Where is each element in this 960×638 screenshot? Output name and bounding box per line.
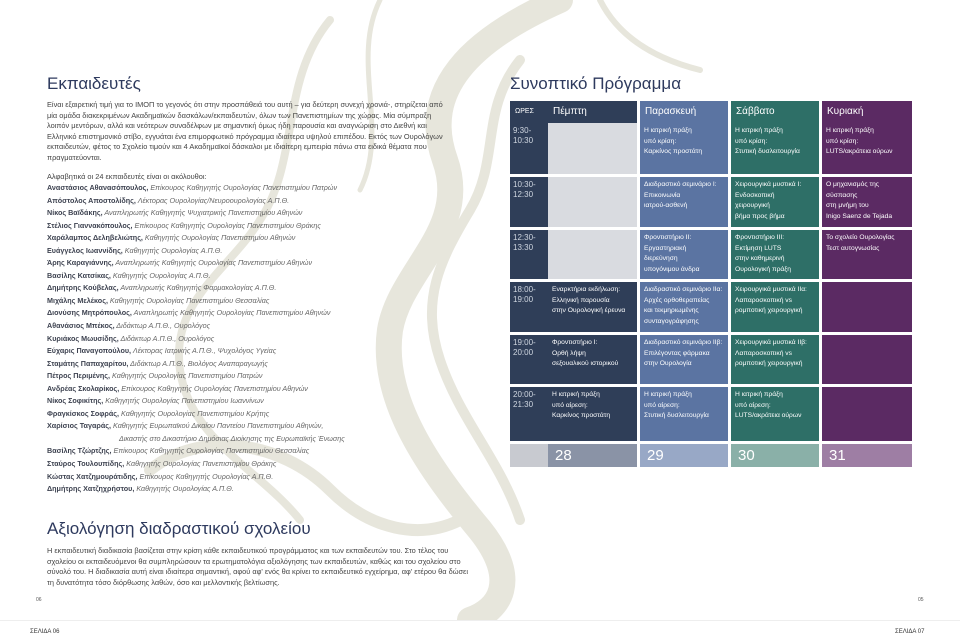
instructor-name: Κυριάκος Μωυσίδης, — [47, 333, 119, 343]
instructor-item — [47, 195, 467, 208]
instructor-role: Καθηγητής Ουρολογίας Α.Π.Θ. — [110, 270, 211, 280]
instructors-alpha-intro: Αλφαβητικά οι 24 εκπαιδευτές είναι οι ακόλουθοι: — [47, 172, 207, 181]
schedule-cell: Διαδραστικό σεμινάριο Ι: Επικοινωνία ιατρού-ασθενή — [640, 177, 728, 227]
instructor-role: Διδάκτωρ Α.Π.Θ., Βιολόγος Αναπαραγωγής — [128, 358, 268, 368]
hours-header: ΩΡΕΣ — [510, 101, 548, 123]
schedule-cell: Εναρκτήρια εκδήλωση: Ελληνική παρουσία στην Ουρολογική έρευνα — [548, 282, 637, 332]
instructor-role: Αναπληρωτής Καθηγητής Ψυχιατρικής Πανεπιστημίου Αθηνών — [102, 208, 303, 218]
schedule-cell — [548, 123, 637, 174]
instructor-item — [47, 282, 467, 295]
dates-spacer — [510, 444, 548, 467]
time-slot: 19:00- 20:00 — [510, 335, 548, 384]
instructor-name: Σταμάτης Παπαχαρίτου, — [47, 358, 129, 368]
instructor-name: Χαράλαμπος Δεληβελιώτης, — [47, 233, 143, 243]
schedule-cell — [822, 282, 912, 332]
instructor-item — [47, 207, 467, 220]
instructor-name: Στέλιος Γιαννακόπουλος, — [47, 220, 133, 230]
schedule-cell: Διαδραστικό σεμινάριο ΙΙβ: Επιλέγοντας φάρμακα στην Ουρολογία — [640, 335, 728, 384]
instructor-role: Λέκτορας Ιατρικής Α.Π.Θ., Ψυχολόγος Υγείας — [131, 346, 277, 356]
schedule-cell: Χειρουργικά μυστικά Ι: Ενδοσκοπική χειρουργική βήμα προς βήμα — [731, 177, 819, 227]
instructor-item — [47, 433, 467, 446]
instructor-item — [47, 232, 467, 245]
instructor-role: Καθηγητής Ουρολογίας Πανεπιστημίου Θράκης — [124, 459, 277, 469]
instructor-item — [47, 370, 467, 383]
instructor-role: Αναπληρωτής Καθηγητής Ουρολογίας Πανεπιστημίου Αθηνών — [113, 258, 313, 268]
schedule-cell: Χειρουργικά μυστικά ΙΙβ: Λαπαροσκοπική vs ρομποτική χειρουργική — [731, 335, 819, 384]
instructor-name: Εύχαρις Παναγοπούλου, — [47, 346, 132, 356]
instructor-item — [47, 358, 467, 371]
date-cell: 29 — [640, 444, 728, 467]
instructor-role: Καθηγητής Ευρωπαϊκού Δικαίου Παντείου Πανεπιστημίου Αθηνών, — [111, 421, 324, 431]
evaluation-heading: Αξιολόγηση διαδραστικού σχολείου — [47, 519, 311, 538]
instructor-item — [47, 182, 467, 195]
schedule-cell: Φροντιστήριο Ι: Ορθή λήψη σεξουαλικού ιστορικού — [548, 335, 637, 384]
page-number-left: 06 — [36, 597, 42, 603]
instructor-name: Διονύσης Μητρόπουλος, — [47, 308, 132, 318]
instructor-item — [47, 220, 467, 233]
instructor-role: Επίκουρος Καθηγητής Ουρολογίας Πανεπιστημίου Θράκης — [132, 220, 321, 230]
instructor-name: Χαρίσιος Ταγαράς, — [47, 421, 111, 431]
instructor-name: Σταύρος Τουλουπίδης, — [47, 459, 125, 469]
time-slot: 10:30- 12:30 — [510, 177, 548, 227]
footer-right: ΣΕΛΙΔΑ 07 — [895, 629, 925, 635]
instructor-item — [47, 257, 467, 270]
instructor-item — [47, 295, 467, 308]
instructor-name: Πέτρος Περιμένης, — [47, 371, 111, 381]
instructors-intro: Είναι εξαιρετική τιμή για το ΙΜΟΠ το γεγονός ότι στην προσπάθειά του αυτή – για δεύτερη συνεχή χρονιά-, στηρίζεται από μία ομάδα διακεκριμένων Ακαδημαϊκών δασκάλων/εκπαιδευτών, όλων των Πανεπιστημίων της χώρας. Μία σύμπραξη λοιπόν μεντόρων, αλλά και νεότερων συναδέλφων με σημαντική όμως ήδη παρουσία και αναγνώριση στο Διεθνή και Ελληνικό επιστημονικό στίβο, εγγυάται ένα επιμορφωτικό πρόγραμμα ιδιαίτερα υψηλού επιπέδου. Εκτός των Ουρολόγων εκπαιδευτών, φέτος το Σχολείο τιμούν και 4 Ακαδημαϊκοί δάσκαλοι με ιδιαίτερη εμπειρία πάνω στα ειδικά θέματα που πραγματεύονται. — [47, 100, 443, 162]
schedule-cell: Η ιατρική πράξη υπό αίρεση: Στυτική δυσλειτουργία — [640, 387, 728, 441]
schedule-heading: Συνοπτικό Πρόγραμμα — [510, 74, 682, 93]
instructor-item — [47, 408, 467, 421]
instructor-role: Δικαστής στο Δικαστήριο Δημόσιας Διοίκησης της Ευρωπαϊκής Ένωσης — [119, 433, 345, 443]
instructor-name: Ευάγγελος Ιωαννίδης, — [47, 245, 123, 255]
instructor-role: Καθηγητής Ουρολογίας Πανεπιστημίου Αθηνών — [142, 233, 296, 243]
schedule-cell: Χειρουργικά μυστικά ΙΙα: Λαπαροσκοπική vs ρομποτική χειρουργική — [731, 282, 819, 332]
instructor-item — [47, 483, 467, 496]
instructor-item — [47, 383, 467, 396]
date-cell: 28 — [548, 444, 637, 467]
instructor-role: Επίκουρος Καθηγητής Ουρολογίας Πανεπιστημίου Αθηνών — [119, 383, 308, 393]
instructor-role: Καθηγητής Ουρολογίας Πανεπιστημίου Ιωαννίνων — [103, 396, 264, 406]
instructor-role: Αναπληρωτής Καθηγητής Ουρολογίας Πανεπιστημίου Αθηνών — [131, 308, 331, 318]
instructor-role: Καθηγητής Ουρολογίας Πανεπιστημίου Πατρών — [110, 371, 263, 381]
instructors-list — [47, 182, 467, 496]
instructor-name: Άρης Καραγιάννης, — [47, 258, 114, 268]
instructor-item — [47, 395, 467, 408]
instructor-role: Λέκτορας Ουρολογίας/Νευροουρολογίας Α.Π.Θ. — [135, 195, 290, 205]
instructor-role: Επίκουρος Καθηγητής Ουρολογίας Πανεπιστημίου Πατρών — [148, 183, 338, 192]
instructor-role: Επίκουρος Καθηγητής Ουρολογίας Α.Π.Θ. — [137, 471, 274, 481]
instructor-item — [47, 270, 467, 283]
schedule-cell: Ο μηχανισμός της σύσπασης στη μνήμη του Inigo Saenz de Tejada — [822, 177, 912, 227]
schedule-cell: Η ιατρική πράξη υπό κρίση: Καρκίνος προστάτη — [640, 123, 728, 174]
time-slot: 20:00- 21:30 — [510, 387, 548, 441]
instructor-item — [47, 320, 467, 333]
instructor-role: Καθηγητής Ουρολογίας Πανεπιστημίου Θεσσαλίας — [107, 295, 270, 305]
instructor-name: Ανδρέας Σκολαρίκος, — [47, 383, 120, 393]
instructor-role: Αναπληρωτής Καθηγητής Φαρμακολογίας Α.Π.Θ. — [118, 283, 277, 293]
instructor-item — [47, 345, 467, 358]
instructor-item — [47, 245, 467, 258]
schedule-cell: Η ιατρική πράξη υπό αίρεση: LUTS/ακράτεια ούρων — [731, 387, 819, 441]
date-cell: 31 — [822, 444, 912, 467]
instructor-role: Διδάκτωρ Α.Π.Θ., Ουρολόγος — [114, 321, 211, 331]
instructor-role: Καθηγητής Ουρολογίας Πανεπιστημίου Κρήτης — [119, 408, 270, 418]
page-number-right: 05 — [918, 597, 924, 603]
schedule-cell: Διαδραστικό σεμινάριο ΙΙα: Αρχές ορθοθεραπείας και τεκμηριωμένης συνταγογράφησης — [640, 282, 728, 332]
date-cell: 30 — [731, 444, 819, 467]
instructor-item — [47, 333, 467, 346]
instructor-role: Διδάκτωρ Α.Π.Θ., Ουρολόγος — [118, 333, 215, 343]
day-header: Κυριακή — [822, 101, 912, 123]
instructor-role: Επίκουρος Καθηγητής Ουρολογίας Πανεπιστημίου Θεσσαλίας — [111, 446, 310, 456]
day-header: Πέμπτη — [548, 101, 637, 123]
time-slot: 18:00- 19:00 — [510, 282, 548, 332]
instructor-item — [47, 445, 467, 458]
instructor-item — [47, 307, 467, 320]
schedule-cell: Η ιατρική πράξη υπό αίρεση: Καρκίνος προστάτη — [548, 387, 637, 441]
footer-strip — [0, 620, 960, 638]
schedule-cell — [822, 335, 912, 384]
schedule-cell — [822, 387, 912, 441]
schedule-cell — [548, 177, 637, 227]
instructor-name: Δημήτρης Χατζηχρήστου, — [47, 484, 135, 494]
instructor-item — [47, 420, 467, 433]
schedule-cell: Η ιατρική πράξη υπό κρίση: Στυτική δυσλειτουργία — [731, 123, 819, 174]
day-header: Σάββατο — [731, 101, 819, 123]
schedule-table — [510, 101, 913, 467]
instructor-name: Βασίλης Τζώρτζης, — [47, 446, 112, 456]
schedule-cell — [548, 230, 637, 279]
evaluation-text: Η εκπαιδευτική διαδικασία βασίζεται στην κρίση κάθε εκπαιδευτικού προγράμματος και των εκπαιδευτών του. Στο τέλος του σχολείου οι εκπαιδευόμενοι θα συμπληρώσουν τα ερωτηματολόγια αξιολόγησης των εκπαιδευτών, καθώς και του σχολείου στο σύνολό του. Η διαδικασία αυτή είναι ιδιαίτερα σημαντική, αφού αφ' ενός θα κρίνει το εκπαιδευτικό εγχείρημα, αφ' ετέρου θα δώσει τη δυνατότητα τόσο διόρθωσης λαθών, όσο και μελλοντικής βελτίωσης. — [47, 546, 468, 587]
schedule-cell: Φροντιστήριο ΙΙ: Εργαστηριακή διερεύνηση υπογόνιμου άνδρα — [640, 230, 728, 279]
instructor-role: Καθηγητής Ουρολογίας Α.Π.Θ. — [134, 484, 234, 494]
instructor-item — [47, 458, 467, 471]
schedule-cell: Φροντιστήριο ΙΙΙ: Εκτίμηση LUTS στην καθημερινή Ουρολογική πράξη — [731, 230, 819, 279]
instructor-item — [47, 471, 467, 484]
instructor-name: Νίκος Σοφικίτης, — [47, 396, 104, 406]
schedule-cell: Το σχολείο Ουρολογίας Τεστ αυτογνωσίας — [822, 230, 912, 279]
instructor-name: Αναστάσιος Αθανασόπουλος, — [47, 183, 149, 192]
instructor-name: Νίκος Βαϊδάκης, — [47, 208, 103, 218]
instructor-name: Κώστας Χατζημουράτιδης, — [47, 471, 138, 481]
footer-left: ΣΕΛΙΔΑ 06 — [30, 629, 60, 635]
instructor-name: Αθανάσιος Μπέκος, — [47, 321, 115, 331]
instructor-name: Δημήτρης Κούβελας, — [47, 283, 119, 293]
time-slot: 9:30- 10:30 — [510, 123, 548, 174]
instructor-name: Βασίλης Κατσίκας, — [47, 270, 111, 280]
day-header: Παρασκευή — [640, 101, 728, 123]
instructor-name: Απόστολος Αποστολίδης, — [47, 195, 136, 205]
schedule-cell: Η ιατρική πράξη υπό κρίση: LUTS/ακράτεια ούρων — [822, 123, 912, 174]
time-slot: 12:30- 13:30 — [510, 230, 548, 279]
instructor-role: Καθηγητής Ουρολογίας Α.Π.Θ. — [122, 245, 223, 255]
instructor-name: Μιχάλης Μελέκος, — [47, 295, 108, 305]
instructors-heading: Εκπαιδευτές — [47, 74, 141, 93]
instructor-name: Φραγκίσκος Σοφράς, — [47, 408, 120, 418]
